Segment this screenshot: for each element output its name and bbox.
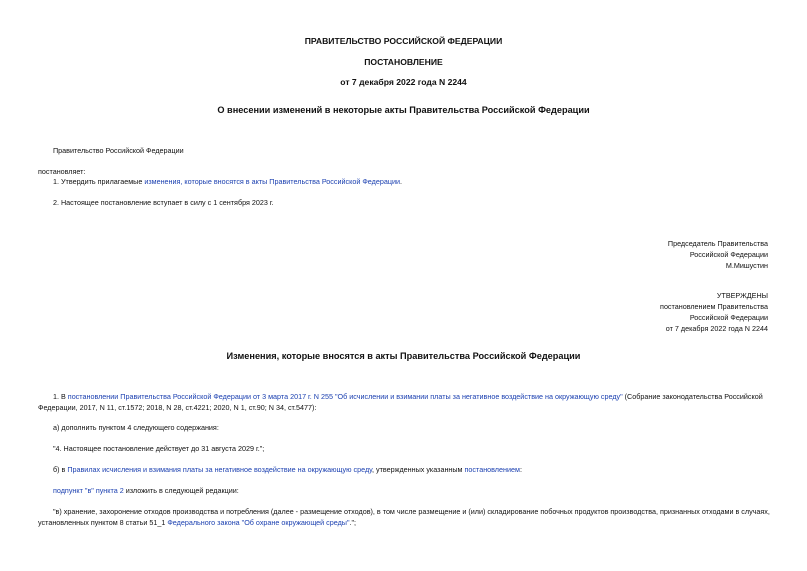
change-paragraph-1 bbox=[38, 391, 770, 413]
paragraph-1-suffix: (Собрание законодательства Российской Федерации, 2017, N 11, ст.1572; 2018, N 28, ст.4221; 2020, N 1, ст.90; N 34, ст.5477): bbox=[38, 392, 763, 412]
subitem-b-prefix: б) в bbox=[53, 465, 68, 474]
paragraph-1-prefix: 1. В bbox=[53, 392, 68, 401]
subitem-b-middle: , утвержденных указанным bbox=[372, 465, 465, 474]
subitem-c bbox=[53, 485, 239, 496]
signature-block bbox=[668, 238, 768, 271]
signature-name: М.Мишустин bbox=[725, 261, 768, 270]
document-title: О внесении изменений в некоторые акты Правительства Российской Федерации bbox=[217, 105, 590, 115]
document-type: ПОСТАНОВЛЕНИЕ bbox=[364, 57, 443, 67]
resolution-link[interactable]: постановлением bbox=[464, 465, 520, 474]
approval-line-3: Российской Федерации bbox=[689, 313, 768, 322]
subpoint-link[interactable]: подпункт "в" пункта 2 bbox=[53, 486, 124, 495]
subitem-a-quote: "4. Настоящее постановление действует до 31 августа 2029 г."; bbox=[53, 444, 265, 453]
subitem-v-suffix: ."; bbox=[349, 518, 357, 527]
federal-law-link[interactable]: Федерального закона "Об охране окружающей среды" bbox=[167, 518, 350, 527]
signature-position: Председатель Правительства bbox=[667, 239, 768, 248]
preamble-resolves: постановляет: bbox=[38, 167, 86, 176]
item-1 bbox=[53, 176, 402, 187]
subitem-b bbox=[53, 464, 522, 475]
changes-title: Изменения, которые вносятся в акты Правительства Российской Федерации bbox=[226, 351, 581, 361]
approval-header: УТВЕРЖДЕНЫ bbox=[716, 291, 768, 300]
subitem-b-suffix: : bbox=[519, 465, 522, 474]
government-name: ПРАВИТЕЛЬСТВО РОССИЙСКОЙ ФЕДЕРАЦИИ bbox=[304, 36, 503, 46]
approval-line-2: постановлением Правительства bbox=[660, 302, 768, 311]
approval-block bbox=[660, 290, 768, 334]
item-1-suffix: . bbox=[399, 177, 402, 186]
item-1-prefix: 1. Утвердить прилагаемые bbox=[53, 177, 145, 186]
resolution-255-link[interactable]: постановлении Правительства Российской Федерации от 3 марта 2017 г. N 255 "Об исчислении и взимании платы за негативное воздействие на окружающую среду" bbox=[67, 392, 623, 401]
subitem-c-suffix: изложить в следующей редакции: bbox=[123, 486, 239, 495]
subitem-a: а) дополнить пунктом 4 следующего содержания: bbox=[53, 423, 219, 432]
document-date: от 7 декабря 2022 года N 2244 bbox=[340, 77, 467, 87]
changes-link[interactable]: изменения, которые вносятся в акты Правительства Российской Федерации bbox=[144, 177, 400, 186]
rules-link[interactable]: Правилах исчисления и взимания платы за негативное воздействие на окружающую среду bbox=[67, 465, 373, 474]
signature-country: Российской Федерации bbox=[689, 250, 768, 259]
subitem-v-text bbox=[38, 506, 770, 528]
item-2: 2. Настоящее постановление вступает в силу с 1 сентября 2023 г. bbox=[53, 198, 274, 207]
preamble-line: Правительство Российской Федерации bbox=[53, 146, 184, 155]
subitem-v-body: "в) хранение, захоронение отходов производства и потребления (далее - размещение отходов), в том числе размещение и (или) складирование побочных продуктов производства, признанных отходами в случаях, установленных пунктом 8 статьи 51_1 bbox=[38, 507, 770, 527]
approval-date: от 7 декабря 2022 года N 2244 bbox=[665, 324, 768, 333]
